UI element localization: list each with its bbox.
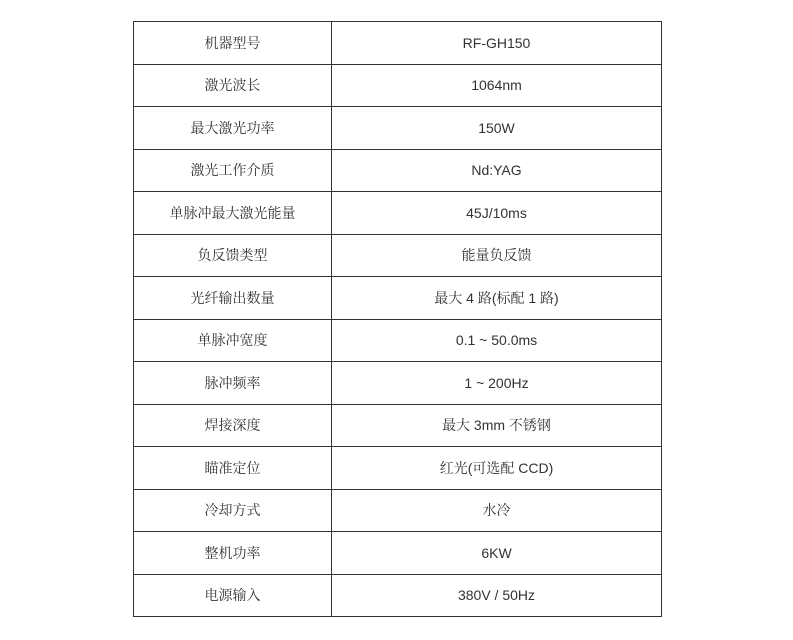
spec-value: 水冷 bbox=[332, 489, 662, 532]
table-row bbox=[134, 22, 662, 65]
spec-value: 45J/10ms bbox=[332, 192, 662, 235]
table-row bbox=[134, 362, 662, 405]
spec-label: 脉冲频率 bbox=[134, 362, 332, 405]
table-row bbox=[134, 319, 662, 362]
spec-value: RF-GH150 bbox=[332, 22, 662, 65]
spec-value: 红光(可选配 CCD) bbox=[332, 447, 662, 490]
spec-table-body bbox=[134, 22, 662, 617]
table-row bbox=[134, 234, 662, 277]
spec-value: 最大 3mm 不锈钢 bbox=[332, 404, 662, 447]
spec-label: 整机功率 bbox=[134, 532, 332, 575]
spec-value: Nd:YAG bbox=[332, 149, 662, 192]
spec-value: 0.1 ~ 50.0ms bbox=[332, 319, 662, 362]
spec-label: 光纤输出数量 bbox=[134, 277, 332, 320]
table-row bbox=[134, 404, 662, 447]
spec-label: 瞄准定位 bbox=[134, 447, 332, 490]
table-row bbox=[134, 149, 662, 192]
spec-value: 380V / 50Hz bbox=[332, 574, 662, 617]
spec-label: 冷却方式 bbox=[134, 489, 332, 532]
spec-value: 1 ~ 200Hz bbox=[332, 362, 662, 405]
spec-label: 激光波长 bbox=[134, 64, 332, 107]
table-row bbox=[134, 574, 662, 617]
spec-label: 焊接深度 bbox=[134, 404, 332, 447]
table-row bbox=[134, 532, 662, 575]
table-row bbox=[134, 107, 662, 150]
spec-value: 150W bbox=[332, 107, 662, 150]
spec-value: 能量负反馈 bbox=[332, 234, 662, 277]
spec-label: 机器型号 bbox=[134, 22, 332, 65]
spec-value: 最大 4 路(标配 1 路) bbox=[332, 277, 662, 320]
table-row bbox=[134, 447, 662, 490]
spec-label: 负反馈类型 bbox=[134, 234, 332, 277]
table-row bbox=[134, 277, 662, 320]
spec-label: 单脉冲最大激光能量 bbox=[134, 192, 332, 235]
spec-value: 6KW bbox=[332, 532, 662, 575]
spec-label: 单脉冲宽度 bbox=[134, 319, 332, 362]
table-row bbox=[134, 192, 662, 235]
spec-table bbox=[133, 21, 662, 617]
spec-label: 激光工作介质 bbox=[134, 149, 332, 192]
table-row bbox=[134, 64, 662, 107]
spec-label: 最大激光功率 bbox=[134, 107, 332, 150]
spec-value: 1064nm bbox=[332, 64, 662, 107]
spec-label: 电源输入 bbox=[134, 574, 332, 617]
table-row bbox=[134, 489, 662, 532]
